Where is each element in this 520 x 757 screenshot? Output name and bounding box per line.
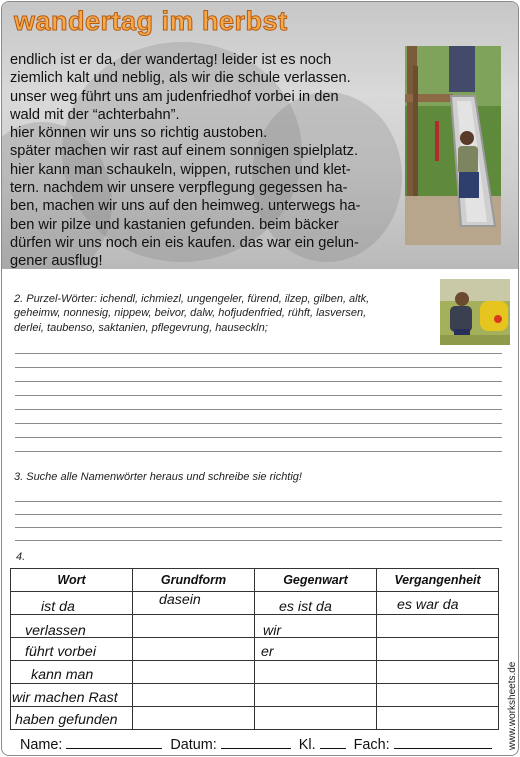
page-title: wandertag im herbst	[14, 6, 288, 36]
story-line: dürfen wir uns noch ein eis kaufen. das war ein gelun-	[10, 234, 359, 251]
table-cell[interactable]	[133, 638, 255, 661]
writing-line[interactable]	[15, 367, 502, 368]
table-cell[interactable]	[133, 661, 255, 684]
story-line: gener ausflug!	[10, 253, 103, 269]
table-cell[interactable]: haben gefunden	[11, 707, 133, 730]
slide-photo	[405, 46, 501, 245]
column-header-gegenwart: Gegenwart	[255, 569, 377, 592]
subject-label: Fach:	[353, 737, 390, 753]
writing-line[interactable]	[15, 514, 502, 515]
table-cell[interactable]: wir	[255, 615, 377, 638]
table-cell[interactable]: verlassen	[11, 615, 133, 638]
table-cell[interactable]: es ist da	[255, 592, 377, 615]
task-2-instruction	[14, 292, 434, 335]
writing-line[interactable]	[15, 381, 502, 382]
task-3-instruction: 3. Suche alle Namenwörter heraus und schreibe sie richtig!	[14, 471, 302, 483]
writing-line[interactable]	[15, 437, 502, 438]
table-cell[interactable]: ist da	[11, 592, 133, 615]
writing-line[interactable]	[15, 501, 502, 502]
name-label: Name:	[20, 737, 63, 753]
table-cell[interactable]	[377, 661, 499, 684]
table-header-row	[11, 569, 499, 592]
table-cell[interactable]: er	[255, 638, 377, 661]
table-cell[interactable]: dasein	[133, 592, 255, 615]
slide-photo-image	[405, 46, 501, 245]
playground-photo	[440, 279, 510, 345]
task-2-line: derlei, taubenso, saktanien, pflegevrung, hauseckln;	[14, 321, 268, 334]
table-cell[interactable]	[255, 661, 377, 684]
date-field[interactable]	[221, 736, 291, 749]
story-line: wald mit der “achterbahn”.	[10, 106, 180, 123]
column-header-grundform: Grundform	[133, 569, 255, 592]
table-row	[11, 638, 499, 661]
class-field[interactable]	[320, 736, 346, 749]
writing-line[interactable]	[15, 395, 502, 396]
writing-line[interactable]	[15, 540, 502, 541]
footer-fields	[20, 736, 492, 753]
table-cell[interactable]	[377, 638, 499, 661]
writing-line[interactable]	[15, 353, 502, 354]
column-header-wort: Wort	[11, 569, 133, 592]
table-cell[interactable]: führt vorbei	[11, 638, 133, 661]
story-line: hier kann man schaukeln, wippen, rutschen und klet-	[10, 161, 351, 178]
table-cell[interactable]	[377, 684, 499, 707]
subject-field[interactable]	[394, 736, 492, 749]
table-cell[interactable]	[255, 707, 377, 730]
writing-line[interactable]	[15, 527, 502, 528]
story-header	[2, 2, 518, 269]
writing-line[interactable]	[15, 451, 502, 452]
name-field[interactable]	[66, 736, 162, 749]
story-line: später machen wir rast auf einem sonnigen spielplatz.	[10, 143, 358, 160]
table-cell[interactable]	[377, 615, 499, 638]
task-2-line: 2. Purzel-Wörter: ichendl, ichmiezl, ungengeler, fürend, ilzep, gilben, altk,	[14, 293, 370, 305]
story-line: tern. nachdem wir unsere verpflegung gegessen ha-	[10, 180, 348, 197]
column-header-vergangenheit: Vergangenheit	[377, 569, 499, 592]
worksheet	[1, 1, 519, 756]
table-cell[interactable]	[133, 615, 255, 638]
table-cell[interactable]	[133, 707, 255, 730]
story-text	[10, 51, 402, 269]
task-2-line: geheimw, nonnesig, nippew, beivor, dalw, hofjudenfried, rühft, lasversen,	[14, 307, 367, 320]
table-row	[11, 592, 499, 615]
task-4-number: 4.	[16, 551, 26, 563]
table-row	[11, 661, 499, 684]
website-credit: www.worksheets.de	[507, 661, 518, 750]
class-label: Kl.	[298, 737, 316, 753]
table-cell[interactable]: wir machen Rast	[11, 684, 133, 707]
table-cell[interactable]	[377, 707, 499, 730]
table-cell[interactable]	[133, 684, 255, 707]
date-label: Datum:	[170, 737, 217, 753]
table-cell[interactable]	[255, 684, 377, 707]
verb-table	[10, 568, 499, 730]
story-line: ziemlich kalt und neblig, als wir die schule verlassen.	[10, 70, 351, 87]
story-line: ben, machen wir uns auf den heimweg. unterwegs ha-	[10, 198, 361, 215]
table-cell[interactable]: es war da	[377, 592, 499, 615]
writing-line[interactable]	[15, 409, 502, 410]
table-row	[11, 707, 499, 730]
table-cell[interactable]: kann man	[11, 661, 133, 684]
table-row	[11, 684, 499, 707]
story-line: unser weg führt uns am judenfriedhof vorbei in den	[10, 88, 339, 105]
writing-line[interactable]	[15, 423, 502, 424]
table-row	[11, 615, 499, 638]
story-line: ben wir pilze und kastanien gefunden. beim bäcker	[10, 216, 339, 233]
story-line: endlich ist er da, der wandertag! leider ist es noch	[10, 52, 332, 68]
story-line: hier können wir uns so richtig austoben.	[10, 125, 268, 142]
playground-photo-image	[440, 279, 510, 345]
